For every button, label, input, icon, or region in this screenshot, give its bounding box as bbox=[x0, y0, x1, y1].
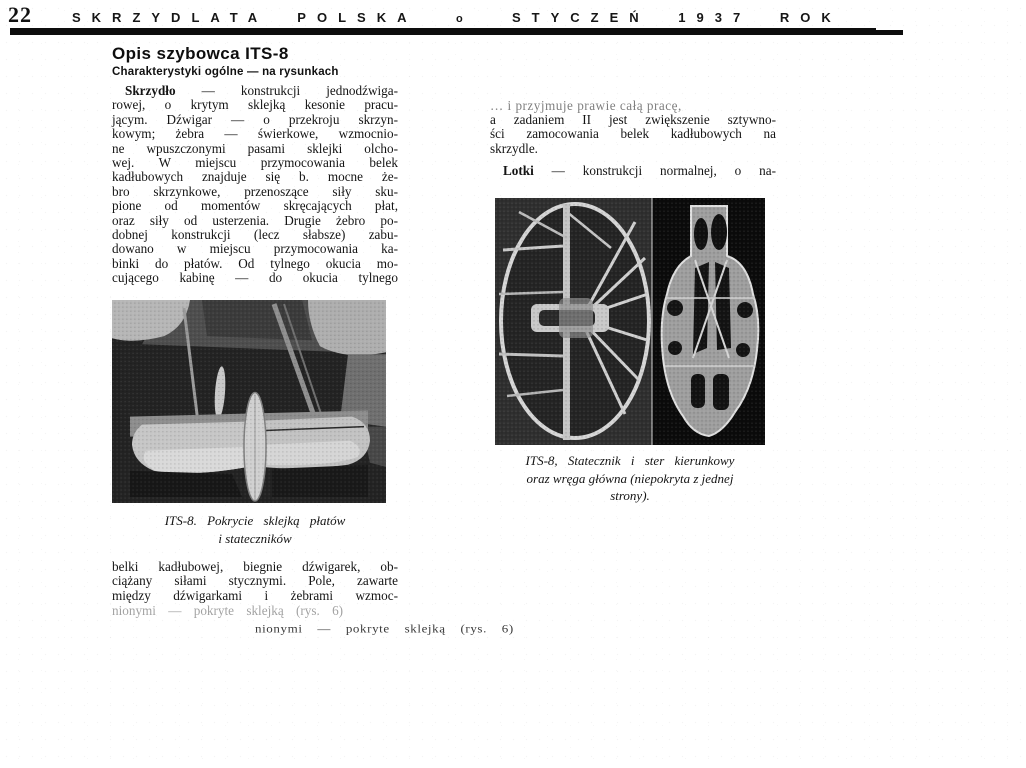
caption-right-line3: strony). bbox=[610, 488, 650, 503]
text-line: skrzydle. bbox=[490, 140, 538, 156]
caption-right-line1: ITS-8, Statecznik i ster kierunkowy bbox=[525, 453, 735, 468]
lead-word-lotki: Lotki bbox=[503, 163, 534, 178]
text-line: cującego kabinę — do okucia tylnego bbox=[112, 270, 398, 286]
text-line: między dźwigarkami i żebrami wzmoc- bbox=[112, 587, 398, 603]
photo-plywood-covering bbox=[112, 300, 386, 503]
page-number: 22 bbox=[8, 2, 32, 27]
paragraph-wing bbox=[112, 84, 398, 286]
text-line: kowym; żebra — świerkowe, wzmocnio- bbox=[112, 126, 398, 142]
header-rule bbox=[10, 28, 876, 35]
paragraph-spar bbox=[112, 560, 398, 603]
text-line: belki kadłubowej, biegnie dźwigarek, ob- bbox=[112, 559, 398, 574]
text-line: bro skrzynkowe, przenoszące siły sku- bbox=[112, 183, 398, 199]
caption-left-line1: ITS-8. Pokrycie sklejką płatów bbox=[164, 513, 346, 528]
text-line: jącym. Dźwigar — o przekroju skrzyn- bbox=[112, 111, 398, 127]
caption-right-photo bbox=[478, 452, 782, 505]
photo-stabilizer-and-bulkhead bbox=[495, 198, 765, 445]
text-line: dowano w miejscu przymocowania ka- bbox=[112, 241, 398, 257]
masthead-issue-date: STYCZEŃ 1937 ROK bbox=[512, 10, 842, 25]
paragraph-spar-lines bbox=[112, 560, 398, 603]
paragraph-beams-lines bbox=[490, 113, 776, 156]
ailerons-line-rest: — konstrukcji normalnej, o na- bbox=[533, 163, 776, 178]
text-line: ne wpuszczonymi pasami sklejki olcho- bbox=[112, 140, 398, 156]
text-line: pione od momentów skręcających płat, bbox=[112, 198, 398, 214]
masthead-title: SKRZYDLATA POLSKA bbox=[72, 10, 418, 25]
paragraph-wing-first-line bbox=[112, 84, 398, 98]
text-line: rowej, o krytym sklejką kesonie pracu- bbox=[112, 97, 398, 113]
text-line: oraz siły od usterzenia. Drugie żebro po- bbox=[112, 212, 398, 228]
header-rule-tail bbox=[872, 30, 903, 35]
cutoff-line-preview: nionymi — pokryte sklejką (rys. 6) bbox=[112, 603, 344, 618]
text-line: dobnej konstrukcji (lecz słabsze) zabu- bbox=[112, 227, 398, 243]
misprinted-line-fragment: nionymi — pokryte sklejką (rys. 6) bbox=[255, 621, 514, 636]
text-line: ści zamocowania belek kadłubowych na bbox=[490, 126, 776, 142]
text-line: binki do płatów. Od tylnego okucia mo- bbox=[112, 255, 398, 271]
text-line: kadłubowych znajduje się b. mocne że- bbox=[112, 169, 398, 185]
masthead-separator-dot: o bbox=[456, 13, 463, 25]
paragraph-beams bbox=[490, 113, 776, 156]
text-line: ciążany siłami stycznymi. Pole, zawarte bbox=[112, 573, 398, 589]
caption-left-photo bbox=[112, 512, 398, 547]
caption-right-line2: oraz wręga główna (niepokryta z jednej bbox=[526, 470, 734, 486]
text-line: a zadaniem II jest zwiększenie sztywno- bbox=[490, 112, 776, 127]
text-line: wej. W miejscu przymocowania belek bbox=[112, 155, 398, 171]
paragraph-wing-lines bbox=[112, 98, 398, 285]
first-line-rest: — konstrukcji jednodźwiga- bbox=[175, 83, 398, 98]
caption-left-line2: i stateczników bbox=[218, 530, 292, 546]
article-subtitle: Charakterystyki ogólne — na rysunkach bbox=[112, 66, 339, 78]
partial-top-line: … i przyjmuje prawie całą pracę, bbox=[490, 98, 682, 113]
paragraph-ailerons-first-line bbox=[490, 164, 776, 178]
article-title: Opis szybowca ITS-8 bbox=[112, 44, 289, 63]
lead-word-skrzydlo: Skrzydło bbox=[125, 83, 176, 98]
paragraph-ailerons bbox=[490, 164, 776, 178]
